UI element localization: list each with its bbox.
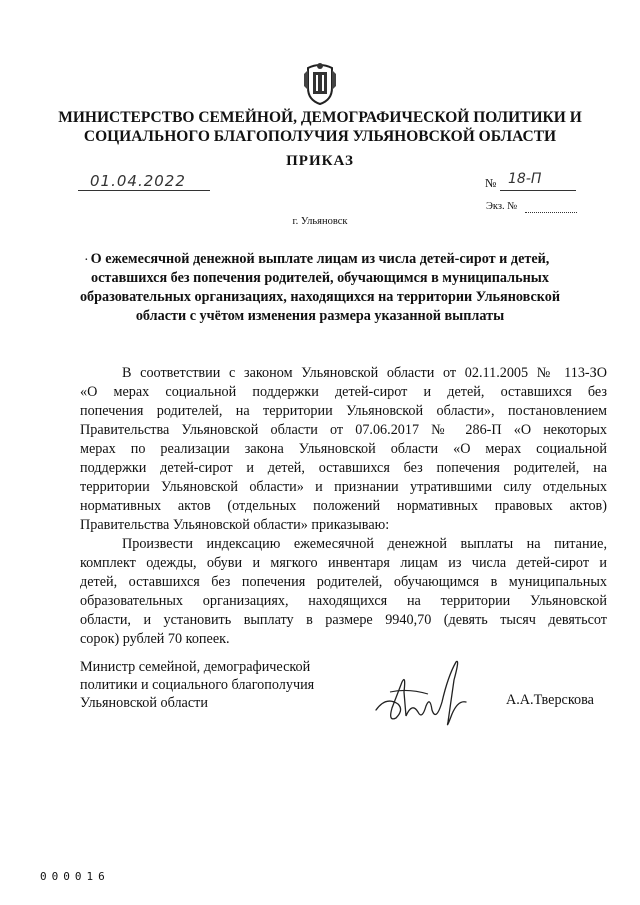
ministry-name-line-1: МИНИСТЕРСТВО СЕМЕЙНОЙ, ДЕМОГРАФИЧЕСКОЙ ПОЛИТИКИ И	[58, 109, 582, 126]
signature-title-line-1: Министр семейной, демографической	[80, 659, 311, 675]
body-line-7: территории Ульяновской области» и признании утратившими силу отдельных	[80, 479, 607, 495]
body-line-10: Произвести индексацию ежемесячной денежной выплаты на питание,	[122, 536, 607, 552]
body-line-6: поддержки детей-сирот и детей, оставшихся без попечения родителей, на	[80, 460, 607, 476]
body-line-11: комплект одежды, обуви и мягкого инвентаря лицам из числа детей-сирот и	[80, 555, 607, 571]
order-number-label: №	[485, 176, 497, 190]
number-underline	[500, 190, 576, 191]
body-line-3: попечения родителей, на территории Ульяновской области», постановлением	[80, 403, 607, 419]
body-line-1: В соответствии с законом Ульяновской области от 02.11.2005 № 113-ЗО	[122, 365, 607, 381]
subject-line-3: образовательных организациях, находящихся на территории Ульяновской	[79, 289, 561, 305]
order-date: 01.04.2022	[90, 172, 186, 190]
city: г. Ульяновск	[292, 216, 348, 227]
date-underline	[78, 190, 210, 191]
subject-line-2: оставшихся без попечения родителей, обучающимся в муниципальных	[91, 270, 549, 286]
subject-line-1: О ежемесячной денежной выплате лицам из числа детей-сирот и детей,	[90, 251, 550, 267]
body-line-13: образовательных организациях, находящихся на территории Ульяновской	[80, 593, 607, 609]
body-line-12: детей, оставшихся без попечения родителей, обучающимся в муниципальных	[80, 574, 607, 590]
subject-marker: ·	[84, 253, 89, 268]
coat-of-arms-emblem	[300, 60, 340, 106]
body-line-4: Правительства Ульяновской области от 07.06.2017 № 286-П «О некоторых	[80, 422, 607, 438]
order-title: ПРИКАЗ	[286, 153, 354, 169]
page-stamp-number: 000016	[40, 870, 110, 883]
body-line-9: Правительства Ульяновской области» приказываю:	[80, 517, 390, 533]
order-number: 18-П	[508, 171, 542, 187]
body-line-5: мерах по реализации закона Ульяновской области «О мерах социальной	[80, 441, 607, 457]
signer-name: А.А.Тверскова	[506, 692, 594, 708]
subject-line-4: области с учётом изменения размера указанной выплаты	[135, 308, 505, 324]
signature-title-line-2: политики и социального благополучия	[80, 677, 315, 693]
body-line-8: нормативных актов (отдельных положений нормативных правовых актов)	[80, 498, 607, 514]
body-line-15: сорок) рублей 70 копеек.	[80, 631, 230, 647]
body-line-14: области, и установить выплату в размере 9940,70 (девять тысяч девятьсот	[80, 612, 607, 628]
signature-title-line-3: Ульяновской области	[80, 695, 208, 711]
ministry-name-line-2: СОЦИАЛЬНОГО БЛАГОПОЛУЧИЯ УЛЬЯНОВСКОЙ ОБЛАСТИ	[83, 128, 557, 145]
copy-number-label: Экз. №	[486, 201, 518, 212]
body-line-2: «О мерах социальной поддержки детей-сирот и детей, оставшихся без	[80, 384, 607, 400]
handwritten-signature	[368, 652, 476, 732]
copy-number-line	[525, 212, 577, 213]
